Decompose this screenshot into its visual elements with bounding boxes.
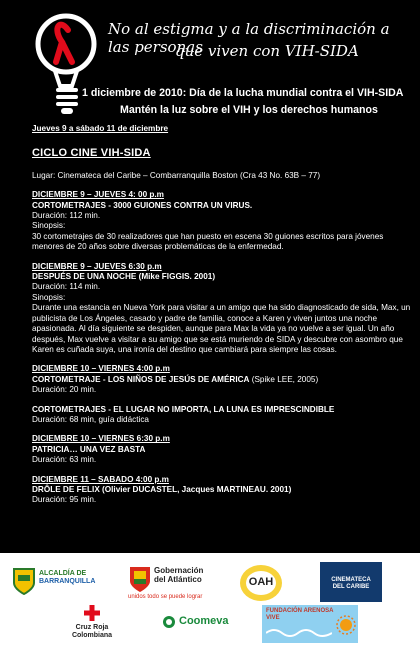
event-1 [32, 190, 417, 252]
program-content [32, 124, 417, 506]
event-duration: Duración: 95 min. [32, 495, 97, 505]
cinemateca-logo [320, 562, 382, 602]
gobernacion-label-1: Gobernación [154, 566, 204, 575]
fundacion-logo [262, 605, 358, 643]
coomeva-logo [162, 613, 242, 633]
sponsor-logos [0, 553, 420, 647]
event-title: DESPUÉS DE UNA NOCHE (Mike FIGGIS. 2001) [32, 272, 216, 282]
cruz-roja-label-2: Colombiana [71, 632, 113, 639]
synopsis-label: Sinopsis: [32, 292, 66, 302]
event-duration: Duración: 68 min, guía didáctica [32, 414, 149, 424]
fundacion-label: FUNDACIÓN ARENOSA VIVE [266, 608, 334, 621]
event-date: DICIEMBRE 10 – VIERNES 4:00 p.m [32, 364, 170, 374]
alcaldia-logo [12, 565, 102, 599]
location: Lugar: Cinemateca del Caribe – Combarranquilla Boston (Cra 43 No. 63B – 77) [32, 170, 321, 180]
event-2 [32, 262, 417, 356]
event-duration: Duración: 112 min. [32, 211, 101, 221]
cycle-title: CICLO CINE VIH-SIDA [32, 147, 151, 160]
red-cross-icon [84, 605, 100, 621]
synopsis-label: Sinopsis: [32, 221, 66, 231]
alcaldia-label-2: BARRANQUILLA [39, 578, 96, 585]
city-shield-icon [12, 567, 36, 595]
event-6 [32, 475, 417, 506]
event-date: DICIEMBRE 10 – VIERNES 6:30 p.m [32, 434, 170, 444]
sun-icon [336, 615, 356, 635]
department-shield-icon [128, 565, 152, 593]
event-title: CORTOMETRAJES - EL LUGAR NO IMPORTA, LA LUNA ES IMPRESCINDIBLE [32, 404, 335, 414]
coomeva-label: Coomeva [179, 615, 229, 627]
event-title-extra: (Spike LEE, 2005) [249, 374, 319, 384]
oah-label: OAH [248, 576, 274, 588]
event-duration: Duración: 114 min. [32, 282, 101, 292]
dates-range: Jueves 9 a sábado 11 de diciembre [32, 124, 169, 133]
cruz-roja-logo [62, 605, 122, 645]
event-synopsis: 30 cortometrajes de 30 realizadores que han puesto en escena 30 guiones escritos para jóvenes menores de 20 años sobre diversas problemáticas de la enfermedad. [32, 231, 384, 252]
event-title: CORTOMETRAJES - 3000 GUIONES CONTRA UN VIRUS. [32, 200, 253, 210]
cinemateca-label-2: DEL CARIBE [332, 584, 370, 590]
coomeva-leaf-icon [162, 615, 176, 629]
event-synopsis: Durante una estancia en Nueva York para visitar a un amigo que ha sido diagnosticado de sida, Max, un publicista de Los Ángeles, casado y padre de familia, conoce a Karen y viven juntos una noche apasionada. Al día siguiente se despiden, aunque para Max la vida ya no vuelve a ser igual. Un año después, Max vuelve a visitar a su amigo que se está muriendo de SIDA y descubre con asombro que Karen es cuñada suya, una ironía del destino que cambiará para siempre las cosas. [32, 303, 411, 354]
slogan-line-2: que viven con VIH-SIDA [175, 42, 359, 60]
event-date: DICIEMBRE 11 – SABADO 4:00 p.m [32, 474, 169, 484]
event-4 [32, 405, 417, 426]
cinemateca-label-1: CINEMATECA [331, 577, 371, 583]
gobernacion-slogan: unidos todo se puede lograr [128, 594, 203, 600]
event-title: CORTOMETRAJE - LOS NIÑOS DE JESÚS DE AMÉRICA [32, 374, 250, 384]
oah-logo [238, 563, 284, 603]
gobernacion-logo [128, 563, 218, 603]
wave-icon [266, 627, 332, 639]
event-3 [32, 364, 417, 395]
alcaldia-label-1: ALCALDÍA DE [39, 570, 87, 577]
event-5 [32, 434, 417, 465]
header [0, 0, 420, 120]
event-date-title: 1 diciembre de 2010: Día de la lucha mundial contra el VIH-SIDA [82, 87, 404, 99]
gobernacion-label-2: del Atlántico [154, 575, 202, 584]
subtitle: Mantén la luz sobre el VIH y los derechos humanos [120, 104, 378, 116]
event-date: DICIEMBRE 9 – JUEVES 6:30 p.m [32, 261, 162, 271]
event-date: DICIEMBRE 9 – JUEVES 4: 00 p.m [32, 190, 164, 200]
event-title: PATRICIA… UNA VEZ BASTA [32, 444, 146, 454]
lightbulb-ribbon-icon [34, 8, 104, 120]
event-duration: Duración: 63 min. [32, 455, 97, 465]
event-title: DRÔLE DE FELIX (Olivier DUCASTEL, Jacques MARTINEAU. 2001) [32, 484, 292, 494]
slogan-line-1: No al estigma y a la discriminación a las personas [108, 20, 390, 56]
cruz-roja-label-1: Cruz Roja [75, 624, 109, 631]
event-duration: Duración: 20 min. [32, 385, 97, 395]
